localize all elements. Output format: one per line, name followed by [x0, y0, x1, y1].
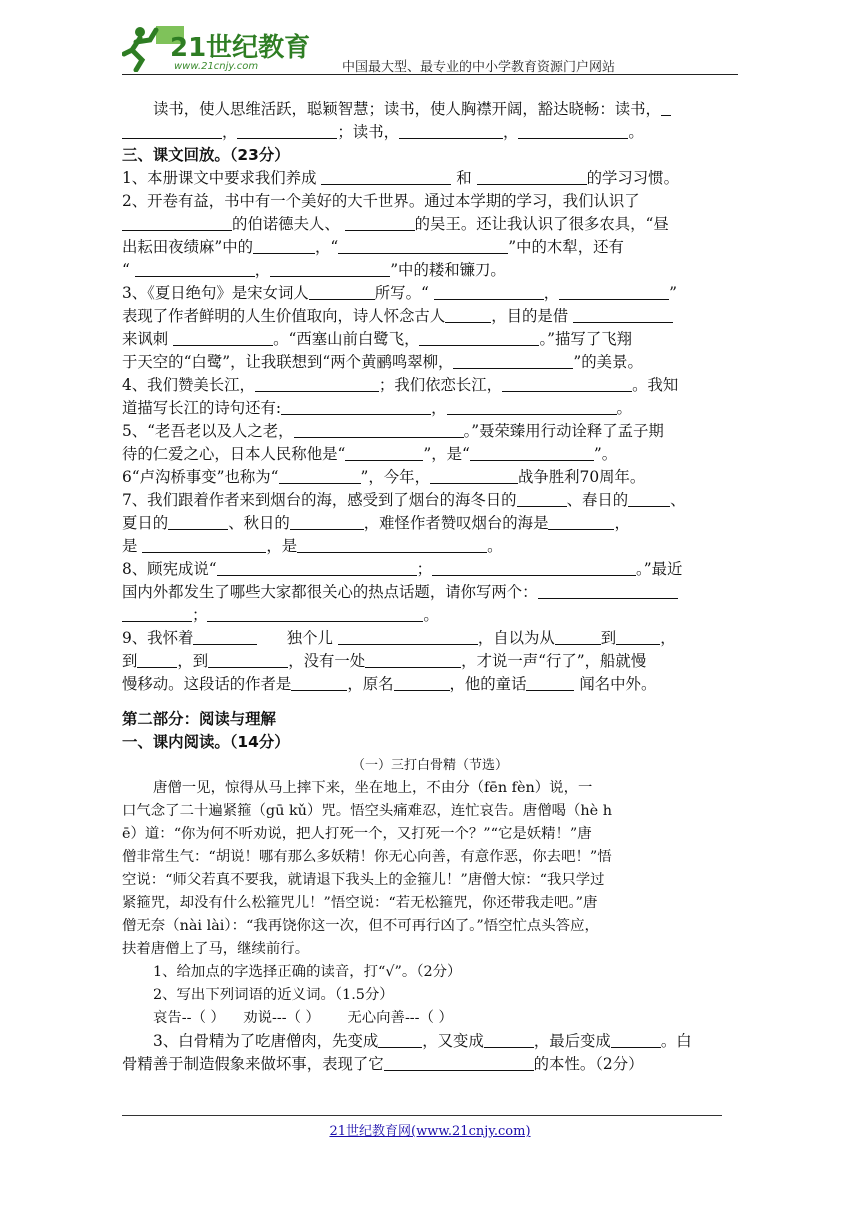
reading-quote-line-1: 读书，使人思维活跃，聪颖智慧；读书，使人胸襟开阔，豁达晓畅：读书，: [122, 98, 738, 121]
reading-question-1: 1、给加点的字选择正确的读音，打“√”。（2分）: [153, 964, 462, 980]
question-3-line-4: 于天空的“白鹭”，让我联想到“两个黄鹂鸣翠柳， ”的美景。: [122, 353, 643, 371]
logo-text: 21世纪教育: [170, 33, 311, 63]
passage-title: （一）三打白骨精（节选）: [351, 758, 508, 773]
site-logo[interactable]: [122, 20, 332, 72]
runner-body-icon: [124, 30, 156, 70]
passage-line-3: ē）道：“你为何不听劝说，把人打死一个，又打死一个？”“它是妖精！”唐: [122, 826, 592, 842]
question-6: 6“卢沟桥事变”也称为“ ”，今年， 战争胜利70周年。: [122, 468, 646, 486]
logo-url-text: www.21cnjy.com: [174, 61, 259, 72]
question-4-line-2: 道描写长江的诗句还有: ， 。: [122, 399, 632, 417]
site-tagline: 中国最大型、最专业的中小学教育资源门户网站: [342, 60, 616, 75]
question-7-line-3: 是 ，是 。: [122, 537, 503, 555]
section-3-heading: 三、课文回放。（23分）: [122, 146, 290, 164]
reading-question-2-answers: 哀告--（ ） 劝说---（ ） 无心向善---（ ）: [153, 1010, 453, 1026]
question-2-line-4: “ ， ”中的耧和镰刀。: [122, 261, 506, 279]
question-7-line-2: 夏日的 、秋日的 ，难怪作者赞叹烟台的海是 ，: [122, 514, 630, 532]
question-9-line-2: 到 ，到 ，没有一处 ，才说一声“行了”，船就慢: [122, 652, 647, 670]
footer-divider: [122, 1115, 722, 1116]
passage-line-5: 空说：“师父若真不要我，就请退下我头上的金箍儿！”唐僧大惊：“我只学过: [122, 872, 605, 888]
question-3-line-1: 3、《夏日绝句》是宋女词人 所写。“ ， ”: [122, 284, 678, 302]
question-8-line-2: 国内外都发生了哪些大家都很关心的热点话题，请你写两个：: [122, 581, 738, 604]
passage-line-6: 紧箍咒，却没有什么松箍咒儿！”悟空说：“若无松箍咒，你还带我走吧。”唐: [122, 895, 598, 911]
question-4-line-1: 4、我们赞美长江， ；我们依恋长江， 。我知: [122, 376, 679, 394]
passage-line-2: 口气念了二十遍紧箍（gū kǔ）咒。悟空头痛难忍，连忙哀告。唐僧喝（hè h: [122, 803, 613, 819]
footer-link[interactable]: 21世纪教育网(www.21cnjy.com): [329, 1124, 531, 1139]
question-2-line-1: 2、开卷有益，书中有一个美好的大千世界。通过本学期的学习，我们认识了: [122, 192, 640, 210]
question-7-line-1: 7、我们跟着作者来到烟台的海，感受到了烟台的海冬日的 、春日的 、: [122, 491, 686, 509]
question-9-line-1: 9、我怀着 独个儿 ，自以为从 到 ，: [122, 629, 676, 647]
passage-line-1: 唐僧一见，惊得从马上摔下来，坐在地上，不由分（fēn fèn）说，一: [153, 780, 593, 796]
worksheet-body: [122, 98, 738, 1076]
question-8-line-3: ； 。: [122, 604, 738, 627]
passage-line-7: 僧无奈（nài lài）：“我再饶你这一次，但不可再行凶了。”悟空忙点头答应，: [122, 918, 599, 934]
page-footer: [0, 1120, 860, 1139]
page-header: [122, 18, 738, 75]
question-3-line-3: 来讽刺 。“西塞山前白鹭飞， 。”描写了飞翔: [122, 330, 632, 348]
section-1-heading: 一、课内阅读。（14分）: [122, 733, 290, 751]
passage-line-8: 扶着唐僧上了马，继续前行。: [122, 941, 310, 957]
question-3-line-2: 表现了作者鲜明的人生价值取向，诗人怀念古人 ，目的是借: [122, 305, 738, 328]
part-2-heading: 第二部分：阅读与理解: [122, 710, 276, 728]
question-1: 1、本册课文中要求我们养成 和 的学习习惯。: [122, 169, 679, 187]
question-5-line-1: 5、“老吾老以及人之老， 。”聂荣臻用行动诠释了孟子期: [122, 422, 664, 440]
reading-quote-line-2: ， ；读书， ， 。: [122, 121, 738, 144]
question-5-line-2: 待的仁爱之心，日本人民称他是“ ”，是“ ”。: [122, 445, 618, 463]
passage-line-4: 僧非常生气：“胡说！哪有那么多妖精！你无心向善，有意作恶，你去吧！”悟: [122, 849, 612, 865]
question-9-line-3: 慢移动。这段话的作者是 ，原名 ，他的童话 闻名中外。: [122, 675, 657, 693]
question-2-line-3: 出耘田夜绩麻”中的 ，“ ”中的木犁，还有: [122, 238, 624, 256]
reading-question-2: 2、写出下列词语的近义词。（1.5分）: [153, 987, 394, 1003]
reading-question-3-line-1: 3、白骨精为了吃唐僧肉，先变成 ，又变成 ，最后变成 。白: [153, 1032, 692, 1050]
question-8-line-1: 8、顾宪成说“ ； 。”最近: [122, 560, 683, 578]
reading-question-3-line-2: 骨精善于制造假象来做坏事，表现了它 的本性。（2分）: [122, 1055, 644, 1073]
question-2-line-2: 的伯诺德夫人、 的吴王。还让我认识了很多农具，“昼: [122, 213, 738, 236]
